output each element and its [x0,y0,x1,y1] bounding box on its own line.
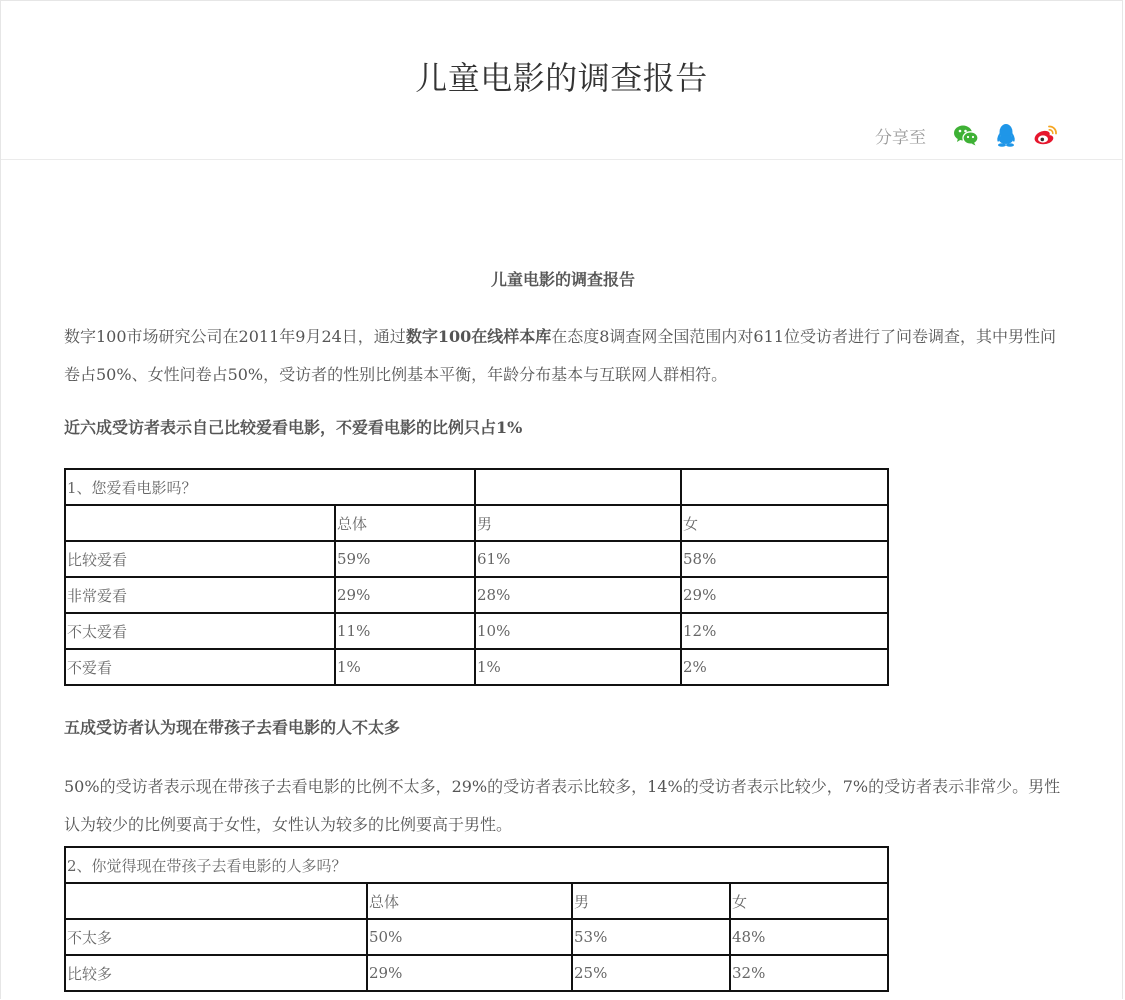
qq-icon[interactable] [992,121,1020,149]
table-cell: 1% [335,649,475,685]
weibo-icon[interactable] [1032,121,1060,149]
table-question: 1、您爱看电影吗？ [65,469,475,505]
survey-table-2 [64,846,889,992]
table-cell: 不爱看 [65,649,335,685]
table-cell [681,469,888,505]
intro-text-before: 数字100市场研究公司在2011年9月24日，通过 [64,327,406,346]
section2-heading: 五成受访者认为现在带孩子去看电影的人不太多 [64,718,401,737]
table-row [65,577,888,613]
table-cell: 32% [730,955,888,991]
table-cell: 不太多 [65,919,367,955]
table-header [65,883,367,919]
section1-heading: 近六成受访者表示自己比较爱看电影，不爱看电影的比例只占1% [64,418,523,437]
table-cell: 10% [475,613,681,649]
wechat-icon[interactable] [952,121,980,149]
section2-paragraph: 50%的受访者表示现在带孩子去看电影的比例不太多，29%的受访者表示比较多，14%的受访者表示比较少，7%的受访者表示非常少。男性认为较少的比例要高于女性，女性认为较多的比例要高于男性。 [64,777,1061,834]
table-cell: 12% [681,613,888,649]
table-header [65,505,335,541]
intro-paragraph [64,318,1062,394]
table-cell: 58% [681,541,888,577]
table-cell: 28% [475,577,681,613]
table-cell: 不太爱看 [65,613,335,649]
table-cell: 2% [681,649,888,685]
table-cell: 29% [367,955,572,991]
table-header: 男 [475,505,681,541]
table-row [65,649,888,685]
article-header [1,1,1122,160]
page-title: 儿童电影的调查报告 [415,59,708,97]
table-cell: 1% [475,649,681,685]
table-cell: 29% [681,577,888,613]
table-header: 总体 [367,883,572,919]
table-row [65,955,888,991]
survey-table-1 [64,468,889,686]
table-cell: 25% [572,955,730,991]
intro-text-bold: 数字100在线样本库 [405,327,552,346]
table-cell: 非常爱看 [65,577,335,613]
table-cell: 59% [335,541,475,577]
table-cell: 53% [572,919,730,955]
table-cell: 48% [730,919,888,955]
table-cell: 61% [475,541,681,577]
table-cell: 比较爱看 [65,541,335,577]
table-row [65,613,888,649]
share-bar [875,121,1060,149]
table-row [65,469,888,505]
table-cell: 比较多 [65,955,367,991]
table-header: 男 [572,883,730,919]
table-row [65,847,888,883]
table-header: 女 [730,883,888,919]
table-header: 总体 [335,505,475,541]
article-body [64,161,1062,992]
table-question: 2、你觉得现在带孩子去看电影的人多吗？ [65,847,888,883]
intro-text-after: 在态度8调查网全国范围内对611位受访者进行了问卷调查，其中男性问卷占50%、女性问卷占50%，受访者的性别比例基本平衡，年龄分布基本与互联网人群相符。 [64,327,1056,384]
table-header: 女 [681,505,888,541]
table-row [65,919,888,955]
table-row [65,541,888,577]
table-cell: 29% [335,577,475,613]
table-cell [475,469,681,505]
table-header-row [65,883,888,919]
share-label: 分享至 [875,127,926,148]
table-cell: 11% [335,613,475,649]
table-header-row [65,505,888,541]
table-cell: 50% [367,919,572,955]
article-title: 儿童电影的调查报告 [490,270,635,289]
